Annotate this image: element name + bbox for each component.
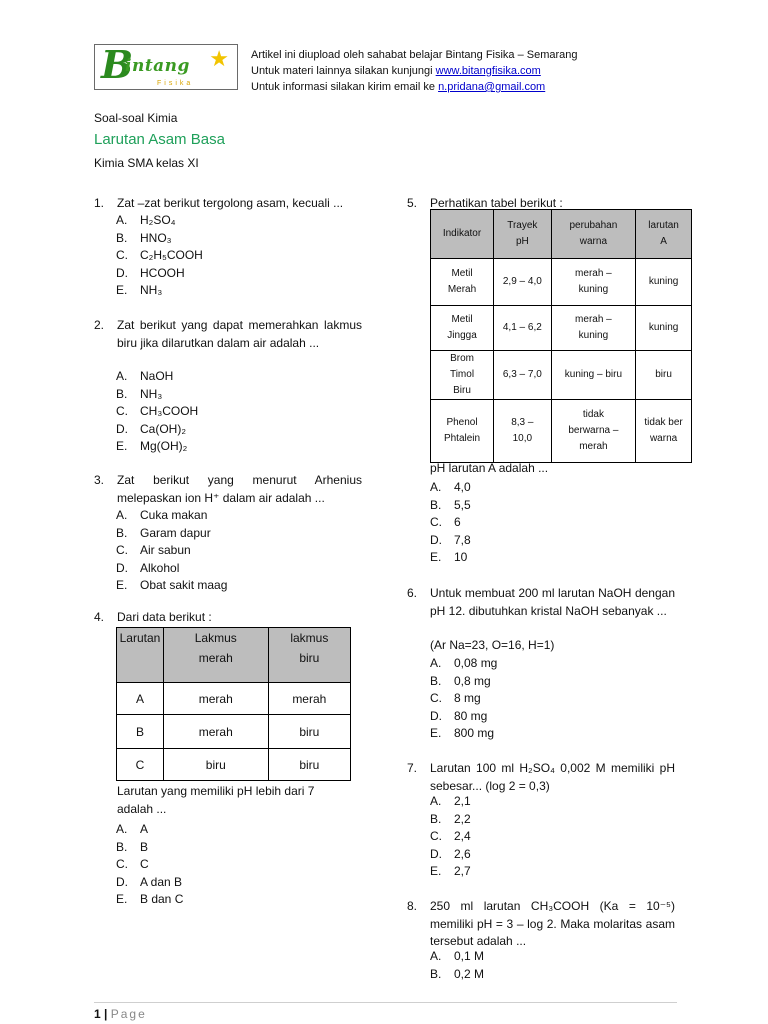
answer-option <box>116 368 173 386</box>
answer-option <box>430 514 461 532</box>
answer-option <box>430 673 491 691</box>
option-letter: B. <box>430 966 442 981</box>
option-letter: C. <box>430 829 442 843</box>
table-cell: merah – kuning <box>551 306 636 351</box>
table-cell: merah <box>268 683 350 715</box>
answer-option <box>430 811 471 829</box>
header-info <box>251 47 578 95</box>
table-cell: Metil Jingga <box>431 306 494 351</box>
option-text: NH₃ <box>140 386 163 401</box>
option-text: Garam dapur <box>140 525 211 540</box>
option-letter: E. <box>116 578 128 592</box>
table-header-cell: lakmus biru <box>268 628 350 683</box>
table-cell: biru <box>163 749 268 781</box>
table-cell: kuning <box>636 259 692 306</box>
option-letter: B. <box>116 230 128 245</box>
option-letter: D. <box>116 560 128 575</box>
answer-option <box>116 247 203 265</box>
email-link[interactable]: n.pridana@gmail.com <box>438 81 546 93</box>
question-5-followup <box>430 460 675 478</box>
question-text: Zat berikut yang menurut Arhenius melepaskan ion H⁺ dalam air adalah ... <box>117 473 362 505</box>
option-text: 0,08 mg <box>454 656 498 670</box>
table-row <box>117 683 351 715</box>
answer-option <box>116 891 183 909</box>
answer-option <box>116 265 185 283</box>
option-letter: C. <box>116 543 128 557</box>
answer-option <box>116 230 172 248</box>
question-text: Perhatikan tabel berikut : <box>430 196 563 210</box>
option-text: Obat sakit maag <box>140 578 228 592</box>
option-text: HCOOH <box>140 265 185 280</box>
question-text: Zat –zat berikut tergolong asam, kecuali ... <box>117 196 344 210</box>
option-letter: A. <box>116 213 128 227</box>
document-class: Kimia SMA kelas XI <box>94 156 199 170</box>
answer-option <box>116 525 211 543</box>
answer-option <box>116 821 148 839</box>
option-text: C₂H₅COOH <box>140 248 203 262</box>
option-letter: E. <box>430 864 442 878</box>
option-text: 2,7 <box>454 864 471 878</box>
option-letter: D. <box>116 421 128 436</box>
option-text: 2,1 <box>454 794 471 808</box>
table-header-cell: Lakmus merah <box>163 628 268 683</box>
question-number: 2. <box>94 318 105 332</box>
option-text: Air sabun <box>140 543 191 557</box>
option-text: Mg(OH)₂ <box>140 439 188 453</box>
table-cell: 8,3 – 10,0 <box>494 400 552 463</box>
question-4-followup <box>117 783 339 818</box>
option-letter: A. <box>430 949 442 963</box>
header-line-2 <box>251 63 578 79</box>
option-letter: E. <box>430 726 442 740</box>
table-cell: biru <box>636 351 692 400</box>
answer-option <box>116 577 227 595</box>
table-cell: A <box>117 683 164 715</box>
table-row <box>431 259 692 306</box>
option-text: 2,6 <box>454 846 471 861</box>
page-number: 1 <box>94 1007 101 1021</box>
question-text: 250 ml larutan CH₃COOH (Ka = 10⁻⁵) memiliki pH = 3 – log 2. Maka molaritas asam tersebut adalah ... <box>430 899 675 948</box>
option-letter: C. <box>430 515 442 529</box>
table-cell: tidak berwarna <box>636 400 692 463</box>
option-text: NH₃ <box>140 283 163 297</box>
question-number: 6. <box>407 586 418 600</box>
header-line-2-text: Untuk materi lainnya silakan kunjungi <box>251 65 436 77</box>
table-row <box>117 749 351 781</box>
table-cell: merah <box>163 715 268 749</box>
page-footer <box>94 1007 147 1021</box>
answer-option <box>116 212 176 230</box>
option-letter: D. <box>430 532 442 547</box>
answer-option <box>116 542 191 560</box>
table-cell: Metil Merah <box>431 259 494 306</box>
option-letter: E. <box>430 550 442 564</box>
footer-divider <box>94 1002 677 1003</box>
option-letter: C. <box>116 857 128 871</box>
answer-option <box>116 856 149 874</box>
option-text: 8 mg <box>454 691 481 705</box>
table-cell: kuning <box>636 306 692 351</box>
option-text: 800 mg <box>454 726 495 740</box>
table-cell: biru <box>268 715 350 749</box>
table-row <box>431 400 692 463</box>
header-line-3 <box>251 79 578 95</box>
answer-option <box>430 725 494 743</box>
question-note: (Ar Na=23, O=16, H=1) <box>430 638 555 652</box>
option-text: 2,2 <box>454 811 471 826</box>
answer-option <box>430 948 484 966</box>
answer-option <box>430 497 471 515</box>
option-text: 7,8 <box>454 532 471 547</box>
table-header-cell: perubahan warna <box>551 210 636 259</box>
litmus-table <box>116 627 351 781</box>
option-text: 2,4 <box>454 829 471 843</box>
table-cell: Phenol Phtalein <box>431 400 494 463</box>
header-line-1: Artikel ini diupload oleh sahabat belajar Bintang Fisika – Semarang <box>251 49 578 61</box>
answer-option <box>430 966 484 984</box>
option-text: 6 <box>454 515 461 529</box>
answer-option <box>116 560 179 578</box>
question-text: Untuk membuat 200 ml larutan NaOH dengan pH 12. dibutuhkan kristal NaOH sebanyak ... <box>430 586 675 618</box>
question-text: pH larutan A adalah ... <box>430 461 549 475</box>
logo-letter: B <box>101 44 134 87</box>
option-letter: B. <box>430 673 442 688</box>
answer-option <box>116 874 182 892</box>
question-text: Dari data berikut : <box>117 610 212 624</box>
table-cell: 2,9 – 4,0 <box>494 259 552 306</box>
logo-subtext: Fisika <box>157 80 194 87</box>
answer-option <box>116 386 162 404</box>
document-subject: Soal-soal Kimia <box>94 111 178 125</box>
logo-text: intang <box>125 56 190 76</box>
option-letter: A. <box>430 480 442 494</box>
answer-option <box>430 708 487 726</box>
option-letter: C. <box>430 691 442 705</box>
table-header-row <box>117 628 351 683</box>
footer-separator: | <box>104 1007 108 1021</box>
table-cell: merah <box>163 683 268 715</box>
option-text: H₂SO₄ <box>140 213 176 227</box>
answer-option <box>430 828 471 846</box>
question-text: Larutan yang memiliki pH lebih dari 7 adalah ... <box>117 784 315 816</box>
option-text: 4,0 <box>454 480 471 494</box>
table-cell: 4,1 – 6,2 <box>494 306 552 351</box>
table-cell: kuning – biru <box>551 351 636 400</box>
answer-option <box>116 421 186 439</box>
option-letter: B. <box>430 811 442 826</box>
option-letter: A. <box>430 656 442 670</box>
option-text: C <box>140 857 149 871</box>
answer-option <box>430 846 471 864</box>
option-letter: A. <box>116 508 128 522</box>
option-text: A dan B <box>140 874 183 889</box>
indicator-table <box>430 209 692 463</box>
table-row <box>431 351 692 400</box>
answer-option <box>430 549 467 567</box>
header-line-3-text: Untuk informasi silakan kirim email ke <box>251 81 439 93</box>
answer-option <box>430 863 471 881</box>
table-row <box>431 306 692 351</box>
option-letter: B. <box>116 386 128 401</box>
bintang-fisika-logo <box>94 44 238 90</box>
table-cell: merah – kuning <box>551 259 636 306</box>
option-text: Ca(OH)₂ <box>140 421 186 436</box>
star-icon: ★ <box>209 46 229 71</box>
answer-option <box>430 690 481 708</box>
answer-option <box>116 507 207 525</box>
option-text: HNO₃ <box>140 230 172 245</box>
option-text: Alkohol <box>140 560 180 575</box>
option-text: 10 <box>454 550 468 564</box>
answer-option <box>430 655 497 673</box>
option-letter: E. <box>116 892 128 906</box>
option-letter: A. <box>430 794 442 808</box>
option-text: 0,2 M <box>454 966 485 981</box>
answer-option <box>116 839 148 857</box>
option-letter: B. <box>116 525 128 540</box>
option-letter: E. <box>116 283 128 297</box>
table-cell: Brom Timol Biru <box>431 351 494 400</box>
option-text: Cuka makan <box>140 508 208 522</box>
option-letter: D. <box>430 846 442 861</box>
question-number: 4. <box>94 610 105 624</box>
option-letter: E. <box>116 439 128 453</box>
page-label: Page <box>110 1007 147 1021</box>
page-title: Larutan Asam Basa <box>94 131 225 148</box>
option-letter: D. <box>116 874 128 889</box>
option-text: B <box>140 839 149 854</box>
option-letter: C. <box>116 248 128 262</box>
option-letter: C. <box>116 404 128 418</box>
answer-option <box>116 282 162 300</box>
question-number: 3. <box>94 473 105 487</box>
option-text: CH₃COOH <box>140 404 199 418</box>
answer-option <box>430 793 471 811</box>
table-header-row <box>431 210 692 259</box>
option-text: 5,5 <box>454 497 471 512</box>
option-letter: D. <box>430 708 442 723</box>
table-cell: B <box>117 715 164 749</box>
option-text: 0,8 mg <box>454 673 491 688</box>
table-cell: 6,3 – 7,0 <box>494 351 552 400</box>
question-number: 7. <box>407 761 418 775</box>
option-letter: A. <box>116 369 128 383</box>
question-text: Larutan 100 ml H₂SO₄ 0,002 M memiliki pH sebesar... (log 2 = 0,3) <box>430 761 675 793</box>
option-letter: D. <box>116 265 128 280</box>
answer-option <box>430 479 471 497</box>
table-header-cell: Larutan <box>117 628 164 683</box>
question-number: 5. <box>407 196 418 210</box>
answer-option <box>116 438 187 456</box>
question-number: 8. <box>407 899 418 913</box>
table-cell: tidak berwarna – merah <box>551 400 636 463</box>
option-text: A <box>140 822 149 836</box>
answer-option <box>116 403 198 421</box>
table-header-cell: Trayek pH <box>494 210 552 259</box>
question-text: Zat berikut yang dapat memerahkan lakmus biru jika dilarutkan dalam air adalah ... <box>117 318 362 350</box>
question-6-note <box>430 637 675 655</box>
option-text: 0,1 M <box>454 949 485 963</box>
option-letter: B. <box>116 839 128 854</box>
table-cell: biru <box>268 749 350 781</box>
table-cell: C <box>117 749 164 781</box>
website-link[interactable]: www.bitangfisika.com <box>435 65 541 77</box>
answer-option <box>430 532 471 550</box>
option-text: NaOH <box>140 369 174 383</box>
table-header-cell: Indikator <box>431 210 494 259</box>
option-letter: B. <box>430 497 442 512</box>
table-header-cell: larutan A <box>636 210 692 259</box>
question-number: 1. <box>94 196 105 210</box>
option-text: 80 mg <box>454 708 488 723</box>
option-letter: A. <box>116 822 128 836</box>
table-row <box>117 715 351 749</box>
option-text: B dan C <box>140 892 184 906</box>
